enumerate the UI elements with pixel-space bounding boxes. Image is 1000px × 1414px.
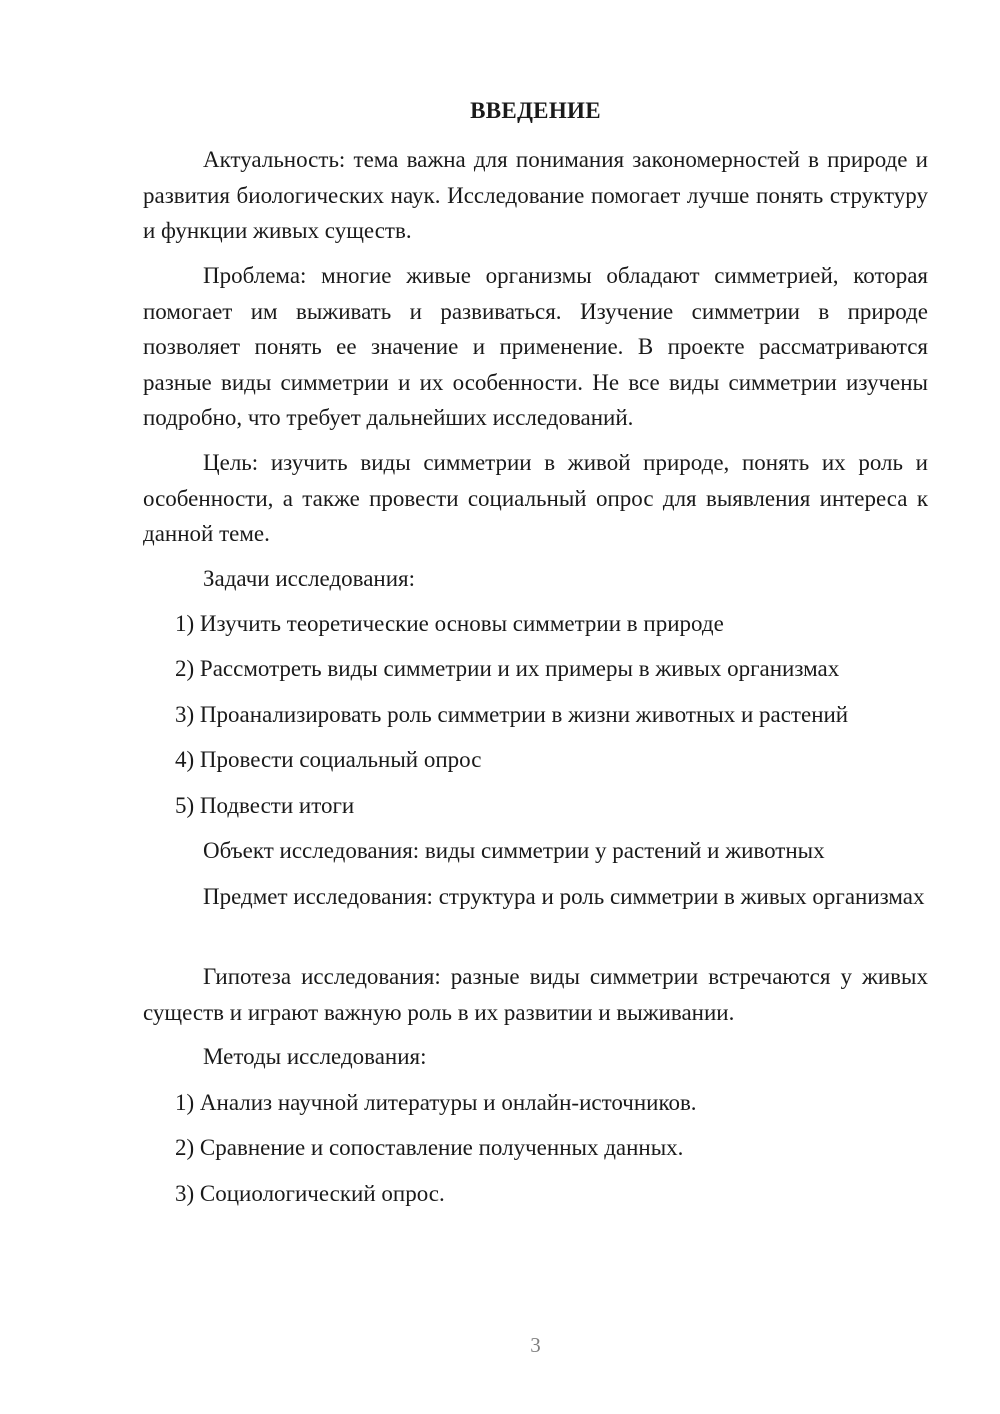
goal-paragraph: Цель: изучить виды симметрии в живой природе, понять их роль и особенности, а также провести социальный опрос для выявления интереса к данной теме. xyxy=(143,450,928,546)
task-item-4: 4) Провести социальный опрос xyxy=(175,747,482,772)
document-page xyxy=(143,0,928,1414)
problem-paragraph: Проблема: многие живые организмы обладают симметрией, которая помогает им выживать и развиваться. Изучение симметрии в природе позволяет понять ее значение и применение. В проекте рассматриваются разные виды симметрии и их особенности. Не все виды симметрии изучены подробно, что требует дальнейших исследований. xyxy=(143,263,928,430)
task-item-3: 3) Проанализировать роль симметрии в жизни животных и растений xyxy=(175,702,849,727)
page-title: ВВЕДЕНИЕ xyxy=(470,98,601,123)
method-item-3: 3) Социологический опрос. xyxy=(175,1181,445,1206)
subject-paragraph: Предмет исследования: структура и роль симметрии в живых организмах xyxy=(203,884,925,909)
hypothesis-paragraph: Гипотеза исследования: разные виды симметрии встречаются у живых существ и играют важную роль в их развитии и выживании. xyxy=(143,964,928,1025)
relevance-paragraph: Актуальность: тема важна для понимания закономерностей в природе и развития биологических наук. Исследование помогает лучше понять структуру и функции живых существ. xyxy=(143,147,928,243)
object-paragraph: Объект исследования: виды симметрии у растений и животных xyxy=(203,838,825,863)
task-item-5: 5) Подвести итоги xyxy=(175,793,355,818)
task-item-2: 2) Рассмотреть виды симметрии и их примеры в живых организмах xyxy=(175,656,840,681)
method-item-2: 2) Сравнение и сопоставление полученных данных. xyxy=(175,1135,684,1160)
task-item-1: 1) Изучить теоретические основы симметрии в природе xyxy=(175,611,724,636)
page-number: 3 xyxy=(530,1333,541,1357)
tasks-title: Задачи исследования: xyxy=(203,566,416,591)
methods-title: Методы исследования: xyxy=(203,1044,427,1069)
method-item-1: 1) Анализ научной литературы и онлайн-источников. xyxy=(175,1090,697,1115)
